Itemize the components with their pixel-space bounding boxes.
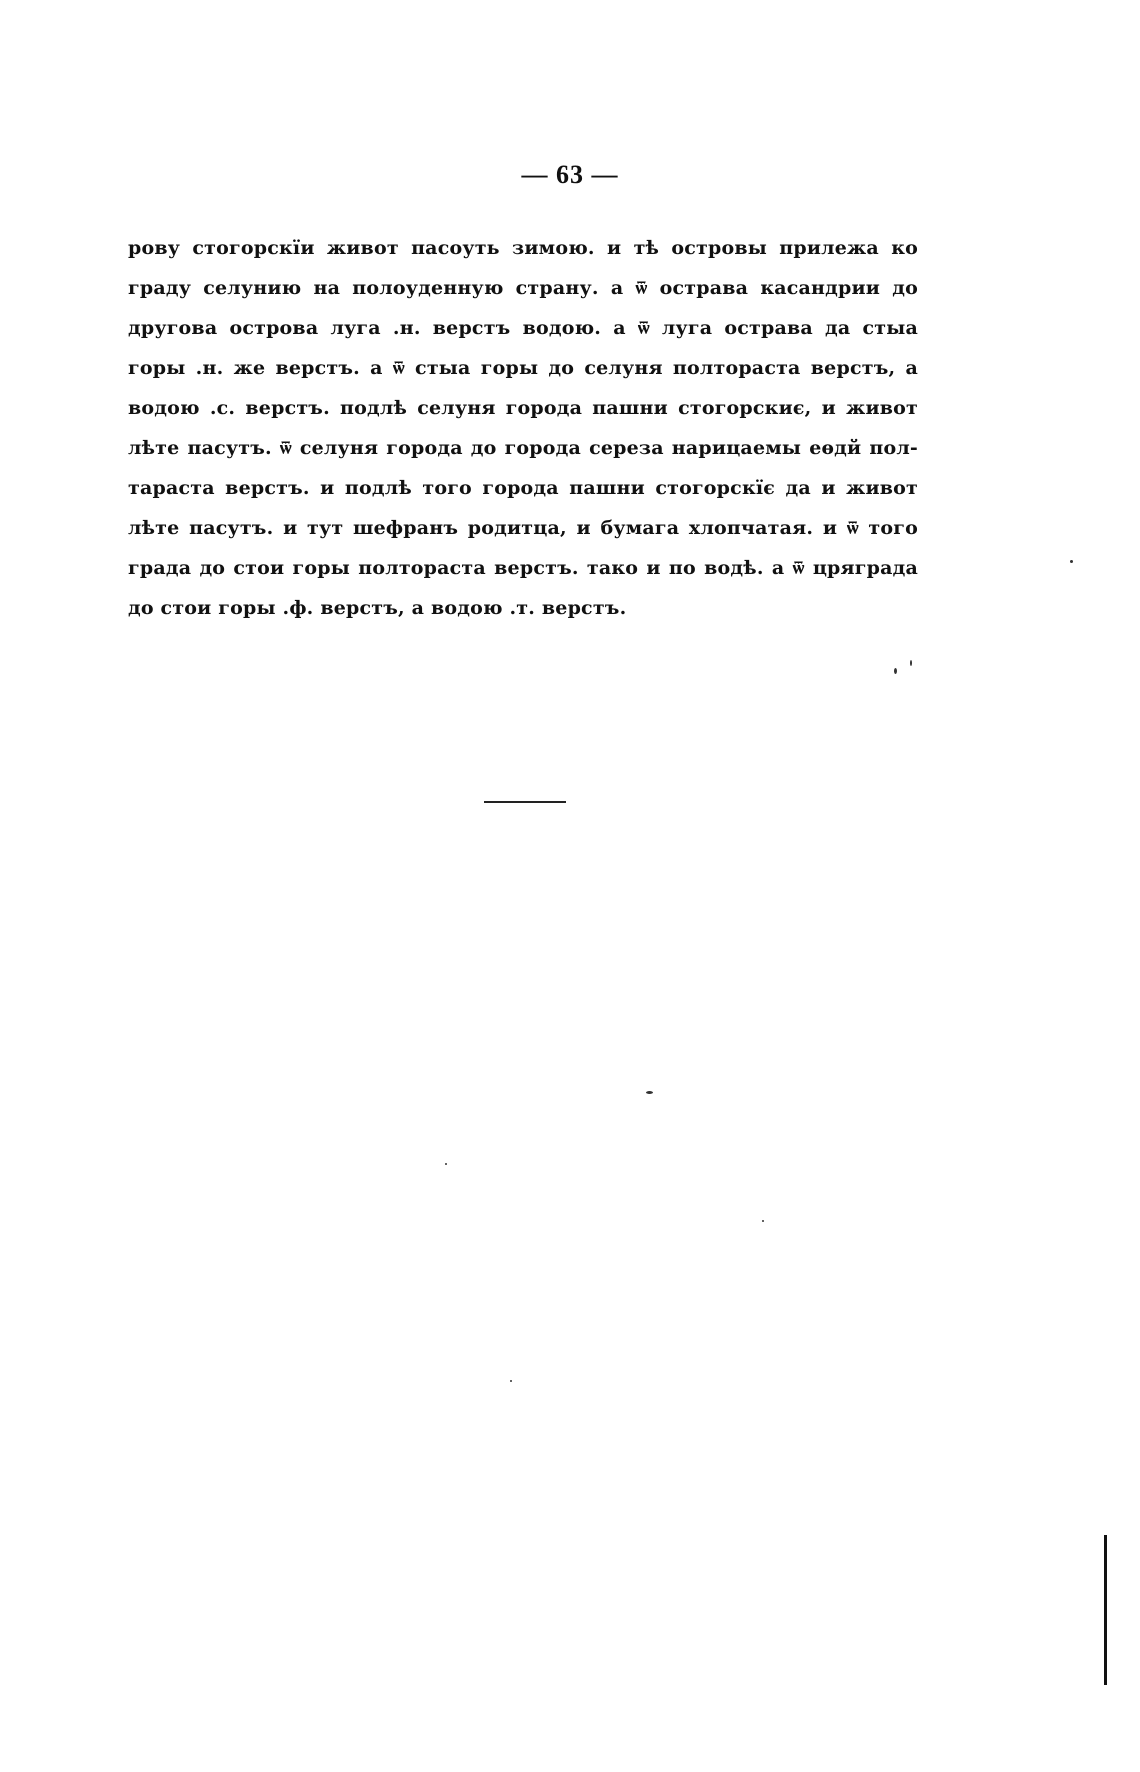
- text-line: до стои горы .ф. верстъ, а водою .т. верстъ.: [128, 597, 627, 619]
- text-line: горы .н. же верстъ. а ѿ стыа горы до селуня полтораста верстъ, а: [128, 357, 918, 379]
- scan-speck: [445, 1163, 447, 1165]
- text-line: лѣте пасутъ. и тут шефранъ родитца, и бумага хлопчатая. и ѿ того: [128, 517, 918, 539]
- scan-speck: [762, 1220, 764, 1222]
- text-line: граду селунию на полоуденную страну. а ѿ острава касандрии до: [128, 277, 918, 299]
- scan-edge-mark: [1104, 1535, 1107, 1685]
- section-divider: [484, 801, 566, 803]
- text-line: тараста верстъ. и подлѣ того города пашни стогорскїє да и живот: [128, 477, 918, 499]
- text-line: рову стогорскїи живот пасоуть зимою. и тѣ островы прилежа ко: [128, 237, 918, 259]
- scan-speck: [510, 1380, 512, 1382]
- scan-speck: [894, 668, 897, 674]
- text-line: града до стои горы полтораста верстъ. тако и по водѣ. а ѿ цряграда: [128, 557, 918, 579]
- page-number: — 63 —: [521, 160, 619, 189]
- scan-speck: [1070, 560, 1073, 563]
- body-text: [128, 228, 918, 628]
- scan-speck: [910, 660, 912, 666]
- text-line: другова острова луга .н. верстъ водою. а ѿ луга острава да стыа: [128, 317, 918, 339]
- text-line: водою .с. верстъ. подлѣ селуня города пашни стогорскиє, и живот: [128, 397, 918, 419]
- scan-speck: [646, 1091, 653, 1094]
- text-line: лѣте пасутъ. ѿ селуня города до города сереза нарицаемы еѳдй пол-: [128, 437, 918, 459]
